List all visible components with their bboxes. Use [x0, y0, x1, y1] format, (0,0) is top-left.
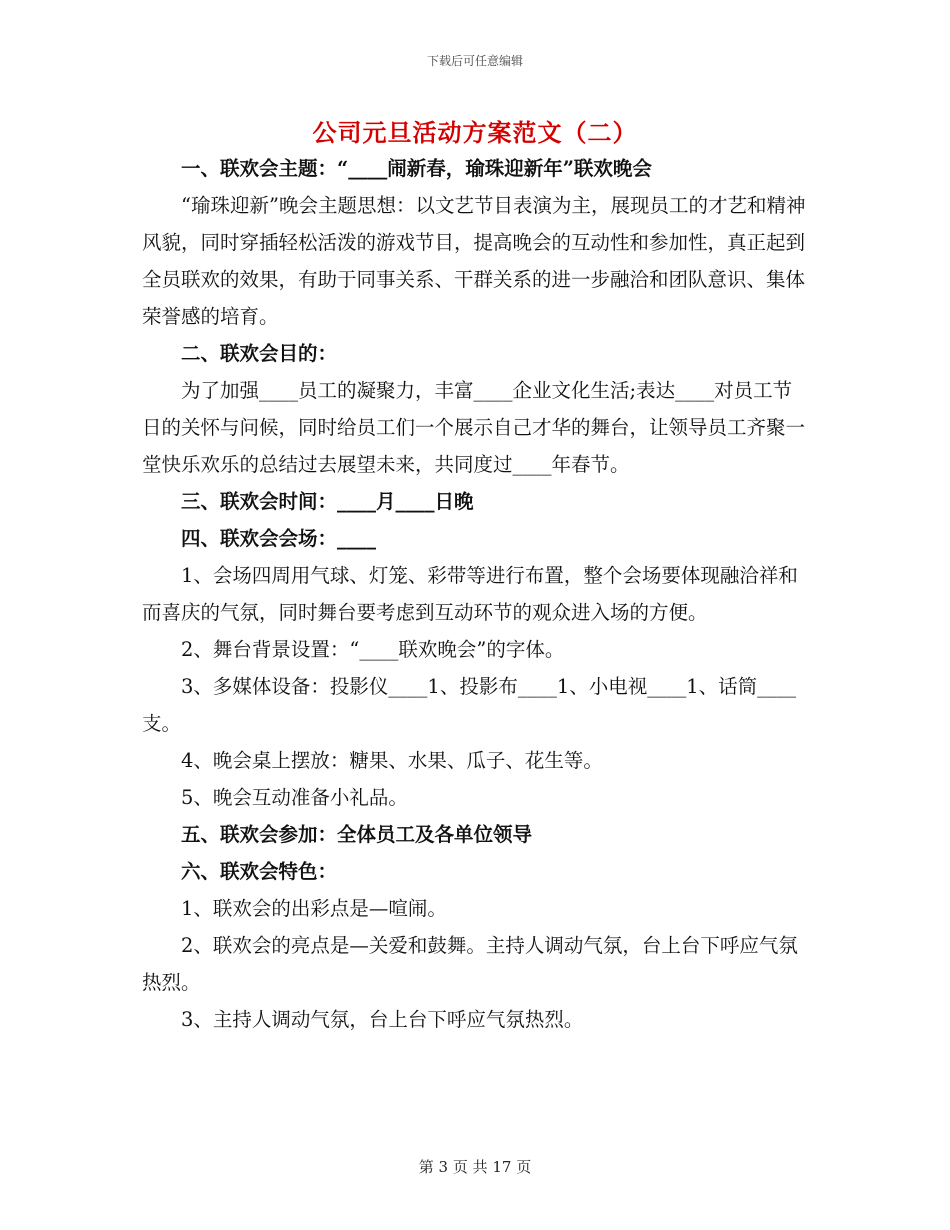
document-body [142, 150, 810, 1038]
section-heading: 四、联欢会会场：____ [181, 527, 377, 550]
paragraph: 2、联欢会的亮点是—关爱和鼓舞。主持人调动气氛，台上台下呼应气氛热烈。 [142, 934, 798, 994]
page-header-note: 下载后可任意编辑 [426, 54, 523, 68]
section-heading: 三、联欢会时间：____月____日晚 [181, 490, 474, 513]
paragraph: 1、会场四周用气球、灯笼、彩带等进行布置，整个会场要体现融洽祥和而喜庆的气氛，同时舞台要考虑到互动环节的观众进入场的方便。 [142, 564, 798, 624]
paragraph: 4、晚会桌上摆放：糖果、水果、瓜子、花生等。 [181, 749, 603, 772]
section-heading: 五、联欢会参加：全体员工及各单位领导 [181, 823, 533, 846]
section-heading: 一、联欢会主题：“____闹新春，瑜珠迎新年”联欢晚会 [181, 157, 652, 180]
document-title: 公司元旦活动方案范文（二） [312, 118, 638, 147]
paragraph: 5、晚会互动准备小礼品。 [181, 786, 408, 809]
paragraph: “瑜珠迎新”晚会主题思想：以文艺节目表演为主，展现员工的才艺和精神风貌，同时穿插轻松活泼的游戏节目，提高晚会的互动性和参加性，真正起到全员联欢的效果，有助于同事关系、干群关系的进一步融洽和团队意识、集体荣誉感的培育。 [142, 194, 806, 328]
paragraph: 3、主持人调动气氛，台上台下呼应气氛热烈。 [181, 1008, 584, 1031]
paragraph: 3、多媒体设备：投影仪____1、投影布____1、小电视____1、话筒____支。 [142, 675, 797, 735]
paragraph: 为了加强____员工的凝聚力，丰富____企业文化生活;表达____对员工节日的关怀与问候，同时给员工们一个展示自己才华的舞台，让领导员工齐聚一堂快乐欢乐的总结过去展望未来，共同度过____年春节。 [142, 379, 806, 476]
paragraph: 2、舞台背景设置：“____联欢晚会”的字体。 [181, 638, 565, 661]
paragraph: 1、联欢会的出彩点是—喧闹。 [181, 897, 447, 920]
page-number: 第 3 页 共 17 页 [418, 1158, 532, 1176]
section-heading: 二、联欢会目的： [181, 342, 338, 365]
section-heading: 六、联欢会特色： [181, 860, 338, 883]
